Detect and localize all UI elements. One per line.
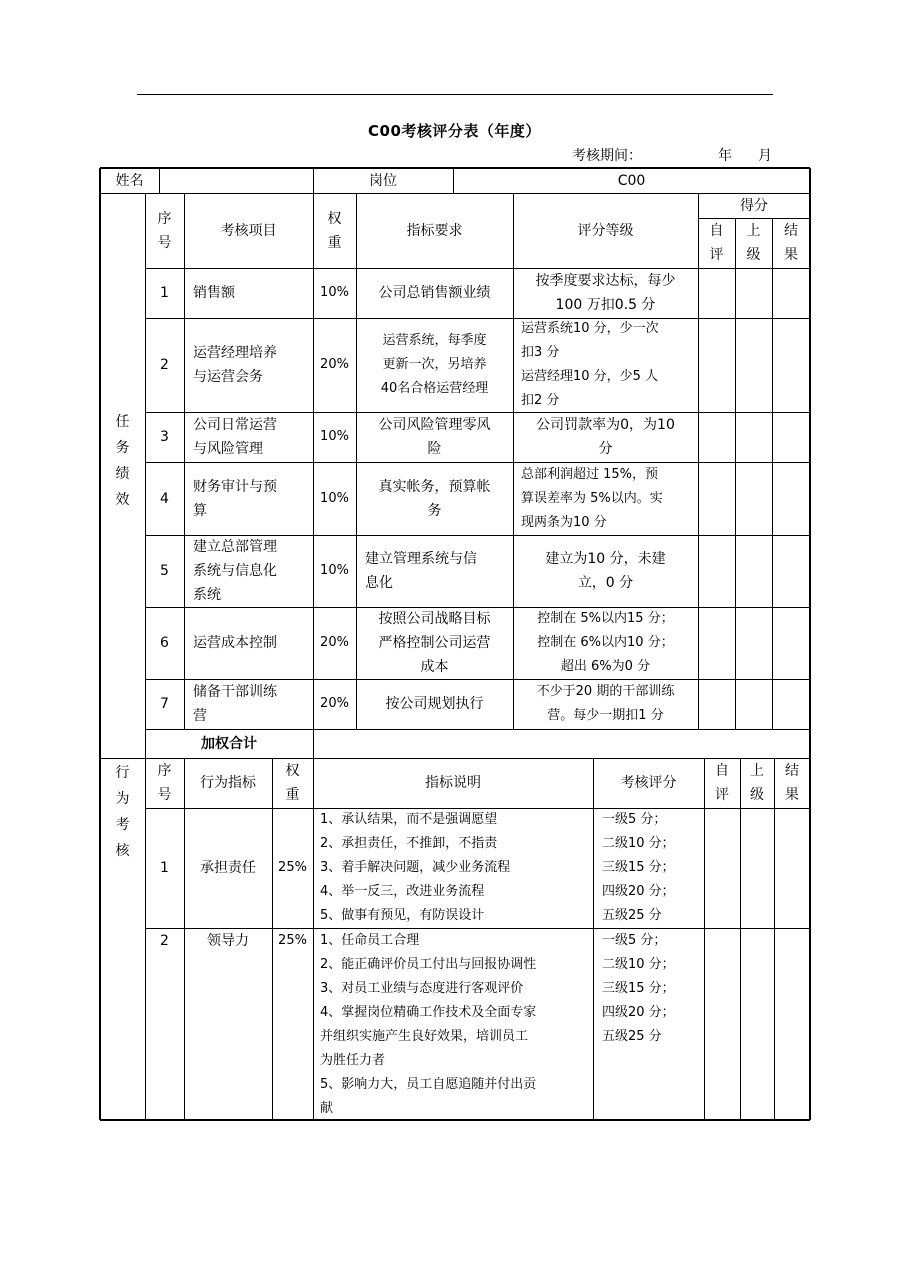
task-row-6-item: 运营成本控制: [193, 635, 277, 651]
behavior-row-1-no: 1: [160, 860, 169, 876]
behavior-row-1-desc: 1、承认结果，而不是强调愿望 2、承担责任，不推卸，不指责 3、着手解决问题，减少业务流程 4、举一反三，改进业务流程 5、做事有预见，有防误设计: [320, 812, 511, 923]
behavior-col-seq: 序 号: [157, 763, 172, 803]
task-row-5-req: 建立管理系统与信 息化: [365, 551, 477, 591]
name-label: 姓名: [115, 172, 144, 189]
behavior-row-1-indicator: 承担责任: [200, 860, 256, 876]
task-row-1-no: 1: [160, 285, 169, 301]
post-value: C00: [617, 172, 646, 189]
task-row-3-req: 公司风险管理零风 险: [378, 417, 491, 457]
table-rule: [100, 193, 810, 194]
task-row-6-req: 按照公司战略目标 严格控制公司运营 成本: [378, 611, 491, 675]
task-col-boss: 上 级: [746, 223, 761, 263]
task-row-4-weight: 10%: [320, 490, 349, 506]
task-row-7-item: 储备干部训练 营: [193, 684, 277, 724]
behavior-row-2-indicator: 领导力: [207, 933, 249, 949]
behavior-col-result: 结 果: [785, 763, 799, 803]
task-col-score: 得分: [740, 197, 768, 214]
table-rule: [740, 758, 741, 1120]
weighted-total-label: 加权合计: [201, 735, 257, 752]
task-row-3-no: 3: [160, 429, 169, 445]
task-col-grade: 评分等级: [577, 222, 634, 239]
task-row-1-req: 公司总销售额业绩: [378, 285, 491, 301]
task-row-5-item: 建立总部管理 系统与信息化 系统: [193, 539, 277, 603]
task-col-weight: 权 重: [327, 210, 342, 251]
table-rule: [356, 193, 357, 729]
post-label: 岗位: [369, 172, 397, 189]
task-col-item: 考核项目: [220, 222, 277, 239]
behavior-col-boss: 上 级: [750, 763, 764, 803]
task-row-2-no: 2: [160, 357, 169, 373]
behavior-row-2-weight: 25%: [278, 933, 307, 948]
table-rule: [774, 758, 775, 1120]
task-self-score-column[interactable]: [698, 268, 735, 729]
table-rule: [184, 758, 185, 1120]
task-row-5-no: 5: [160, 563, 169, 579]
task-col-self: 自 评: [709, 223, 724, 263]
table-rule: [145, 729, 810, 730]
task-row-2-grade: 运营系统10 分，少一次 扣3 分 运营经理10 分，少5 人 扣2 分: [521, 321, 659, 408]
table-rule: [313, 168, 314, 193]
task-row-5-grade: 建立为10 分，未建 立，0 分: [545, 551, 666, 591]
table-rule: [772, 218, 773, 729]
table-rule: [453, 168, 454, 193]
task-col-seq: 序 号: [157, 210, 172, 251]
task-row-6-weight: 20%: [320, 635, 349, 650]
task-row-2-item: 运营经理培养 与运营会务: [193, 345, 277, 385]
behavior-row-2-desc: 1、任命员工合理 2、能正确评价员工付出与回报协调性 3、对员工业绩与态度进行客观评价 4、掌握岗位精确工作技术及全面专家 并组织实施产生良好效果，培训员工 为胜任力者 5、影响力大，员工自愿追随并付出贡 献: [320, 933, 537, 1116]
task-row-3-grade: 公司罚款率为0，为10 分: [536, 417, 675, 457]
behavior-self-score-column[interactable]: [704, 808, 740, 1120]
table-rule: [145, 193, 146, 1120]
table-rule: [313, 729, 314, 758]
task-row-2-weight: 20%: [320, 357, 349, 372]
weighted-total-value[interactable]: [313, 729, 810, 758]
task-result-column[interactable]: [772, 268, 810, 729]
task-row-4-req: 真实帐务，预算帐 务: [378, 478, 491, 519]
period-year: 年: [718, 148, 732, 164]
table-rule: [159, 168, 160, 193]
behavior-row-1-grade: 一级5 分； 二级10 分； 三级15 分； 四级20 分； 五级25 分: [602, 812, 675, 923]
behavior-boss-score-column[interactable]: [740, 808, 774, 1120]
table-rule: [272, 758, 273, 1120]
behavior-row-2-no: 2: [160, 933, 169, 949]
task-row-6-grade: 控制在 5%以内15 分； 控制在 6%以内10 分； 超出 6%为0 分: [537, 611, 674, 674]
period-label: 考核期间：: [572, 148, 642, 164]
table-rule: [704, 758, 705, 1120]
table-rule: [145, 679, 810, 680]
assessment-period: [572, 145, 772, 165]
table-rule: [698, 193, 699, 729]
task-row-7-no: 7: [160, 696, 169, 712]
table-rule: [100, 167, 810, 169]
task-boss-score-column[interactable]: [735, 268, 772, 729]
table-rule: [698, 218, 810, 219]
behavior-result-column[interactable]: [774, 808, 810, 1120]
page-title: C00考核评分表（年度）: [368, 122, 541, 140]
period-month: 月: [758, 148, 772, 164]
behavior-col-weight: 权 重: [285, 763, 300, 803]
task-row-1-grade: 按季度要求达标，每少 100 万扣0.5 分: [535, 273, 676, 313]
task-row-4-no: 4: [160, 490, 169, 507]
task-row-1-weight: 10%: [320, 285, 349, 300]
task-row-5-weight: 10%: [320, 563, 349, 578]
behavior-row-1-weight: 25%: [278, 860, 307, 875]
top-rule: [137, 94, 773, 95]
table-rule: [145, 808, 810, 809]
task-row-1-item: 销售额: [193, 285, 235, 301]
table-rule: [184, 193, 185, 729]
table-rule: [145, 318, 810, 319]
table-rule: [145, 607, 810, 608]
behavior-col-grade: 考核评分: [620, 775, 677, 791]
task-row-2-req: 运营系统，每季度 更新一次，另培养 40名合格运营经理: [380, 333, 489, 396]
table-rule: [313, 758, 314, 1120]
table-rule: [313, 193, 314, 729]
table-rule: [145, 928, 810, 929]
task-row-4-item: 财务审计与预 算: [193, 478, 277, 519]
task-row-6-no: 6: [160, 635, 169, 651]
task-row-7-weight: 20%: [320, 696, 349, 711]
behavior-row-2-grade: 一级5 分； 二级10 分； 三级15 分； 四级20 分； 五级25 分: [602, 933, 675, 1044]
table-rule: [145, 462, 810, 463]
name-field[interactable]: [159, 168, 313, 193]
table-rule: [735, 218, 736, 729]
task-col-result: 结 果: [784, 223, 798, 263]
behavior-col-desc: 指标说明: [425, 775, 481, 791]
task-row-4-grade: 总部利润超过 15%，预 算误差率为 5%以内。实 现两条为10 分: [521, 466, 663, 530]
table-rule: [145, 535, 810, 536]
table-rule: [593, 758, 594, 1120]
table-rule: [809, 168, 811, 1120]
behavior-col-self: 自 评: [715, 763, 729, 803]
task-row-3-item: 公司日常运营 与风险管理: [193, 417, 277, 457]
table-rule: [513, 193, 514, 729]
task-row-7-grade: 不少于20 期的干部训练 营。每少一期扣1 分: [536, 684, 675, 723]
task-col-req: 指标要求: [406, 222, 463, 239]
behavior-section-label: 行 为 考 核: [115, 765, 130, 859]
table-rule: [99, 168, 101, 1120]
table-rule: [145, 268, 810, 269]
task-row-3-weight: 10%: [320, 429, 349, 444]
task-row-7-req: 按公司规划执行: [385, 696, 484, 712]
behavior-col-indicator: 行为指标: [200, 775, 256, 791]
task-section-label: 任 务 绩 效: [115, 414, 130, 508]
table-rule: [145, 412, 810, 413]
